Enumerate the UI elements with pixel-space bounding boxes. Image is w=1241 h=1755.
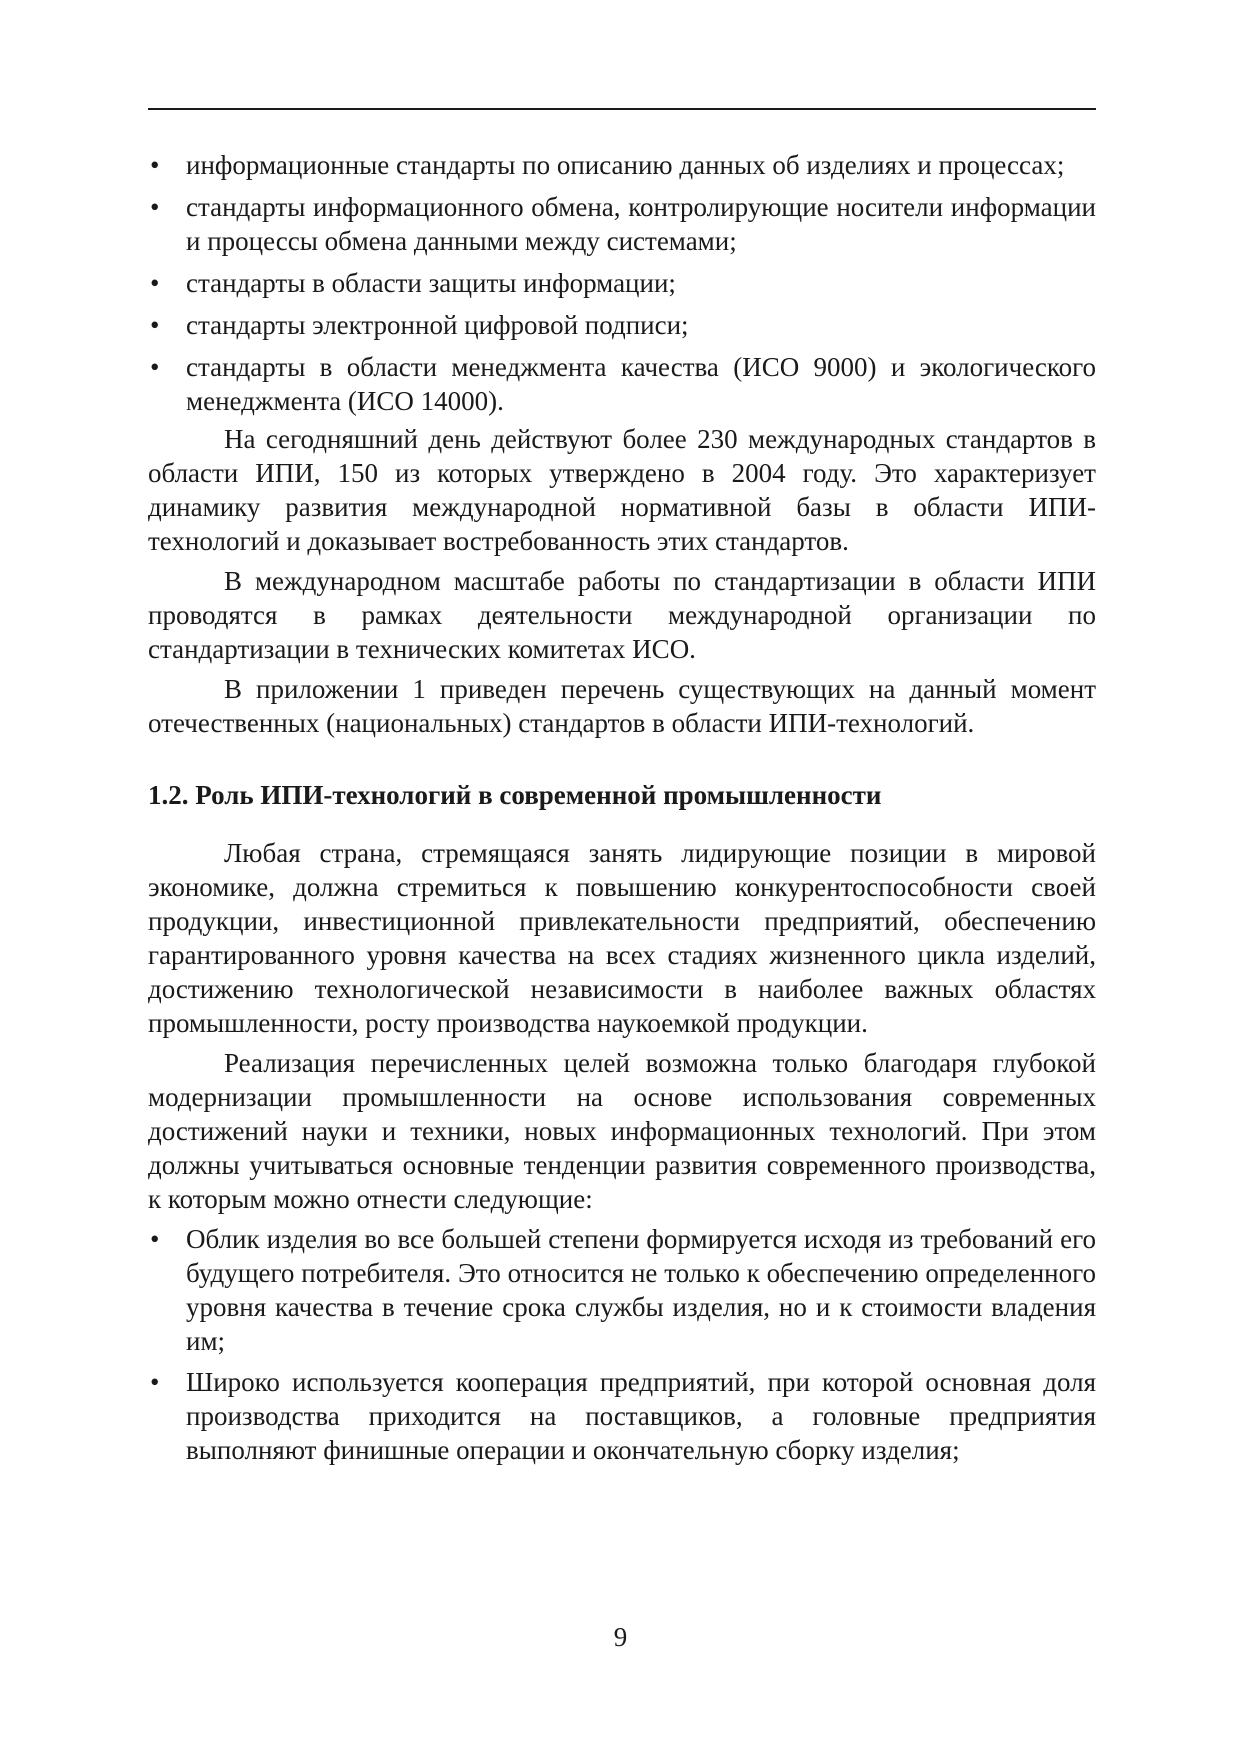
trends-bullet-list: [148, 1222, 1096, 1467]
paragraph: На сегодняшний день действуют более 230 международных стандартов в области ИПИ, 150 из которых утверждено в 2004 году. Это характеризует динамику развития международной нормативной базы в области ИПИ-технологий и доказывает востребованность этих стандартов.: [148, 424, 1096, 556]
bullet-icon: •: [150, 352, 160, 382]
list-item-text: стандарты информационного обмена, контролирующие носители информации и процессы обмена данными между системами;: [186, 192, 1096, 256]
list-item-text: Облик изделия во все большей степени формируется исходя из требований его будущего потребителя. Это относится не только к обеспечению определенного уровня качества в течение срока службы изделия, но и к стоимости владения им;: [186, 1224, 1096, 1356]
header-rule: [148, 108, 1096, 110]
paragraph: Любая страна, стремящаяся занять лидирующие позиции в мировой экономике, должна стремиться к повышению конкурентоспособности своей продукции, инвестиционной привлекательности предприятий, обеспечению гарантированного уровня качества на всех стадиях жизненного цикла изделий, достижению технологической независимости в наиболее важных областях промышленности, росту производства наукоемкой продукции.: [148, 838, 1096, 1038]
standards-bullet-list: [148, 148, 1096, 418]
list-item: [148, 1222, 1096, 1358]
list-item: [148, 190, 1096, 258]
paragraph: В международном масштабе работы по стандартизации в области ИПИ проводятся в рамках деятельности международной организации по стандартизации в технических комитетах ИСО.: [148, 566, 1096, 664]
section-heading: 1.2. Роль ИПИ-технологий в современной промышленности: [148, 780, 882, 810]
list-item-text: информационные стандарты по описанию данных об изделиях и процессах;: [186, 150, 1065, 180]
list-item-text: Широко используется кооперация предприятий, при которой основная доля производства приходится на поставщиков, а головные предприятия выполняют финишные операции и окончательную сборку изделия;: [186, 1367, 1096, 1465]
paragraph: В приложении 1 приведен перечень существующих на данный момент отечественных (национальных) стандартов в области ИПИ-технологий.: [148, 674, 1096, 738]
list-item: [148, 350, 1096, 418]
bullet-icon: •: [150, 268, 160, 298]
list-item: [148, 308, 1096, 342]
bullet-icon: •: [150, 192, 160, 222]
page-body: [148, 148, 1096, 1474]
bullet-icon: •: [150, 1367, 160, 1397]
list-item: [148, 266, 1096, 300]
list-item: [148, 148, 1096, 182]
bullet-icon: •: [150, 150, 160, 180]
paragraph: Реализация перечисленных целей возможна только благодаря глубокой модернизации промышленности на основе использования современных достижений науки и техники, новых информационных технологий. При этом должны учитываться основные тенденции развития современного производства, к которым можно отнести следующие:: [148, 1048, 1096, 1214]
bullet-icon: •: [150, 1224, 160, 1254]
list-item-text: стандарты электронной цифровой подписи;: [186, 310, 689, 340]
list-item-text: стандарты в области защиты информации;: [186, 268, 676, 298]
bullet-icon: •: [150, 310, 160, 340]
page-number: 9: [613, 1622, 628, 1652]
list-item-text: стандарты в области менеджмента качества (ИСО 9000) и экологического менеджмента (ИСО 14000).: [186, 352, 1096, 416]
list-item: [148, 1365, 1096, 1467]
